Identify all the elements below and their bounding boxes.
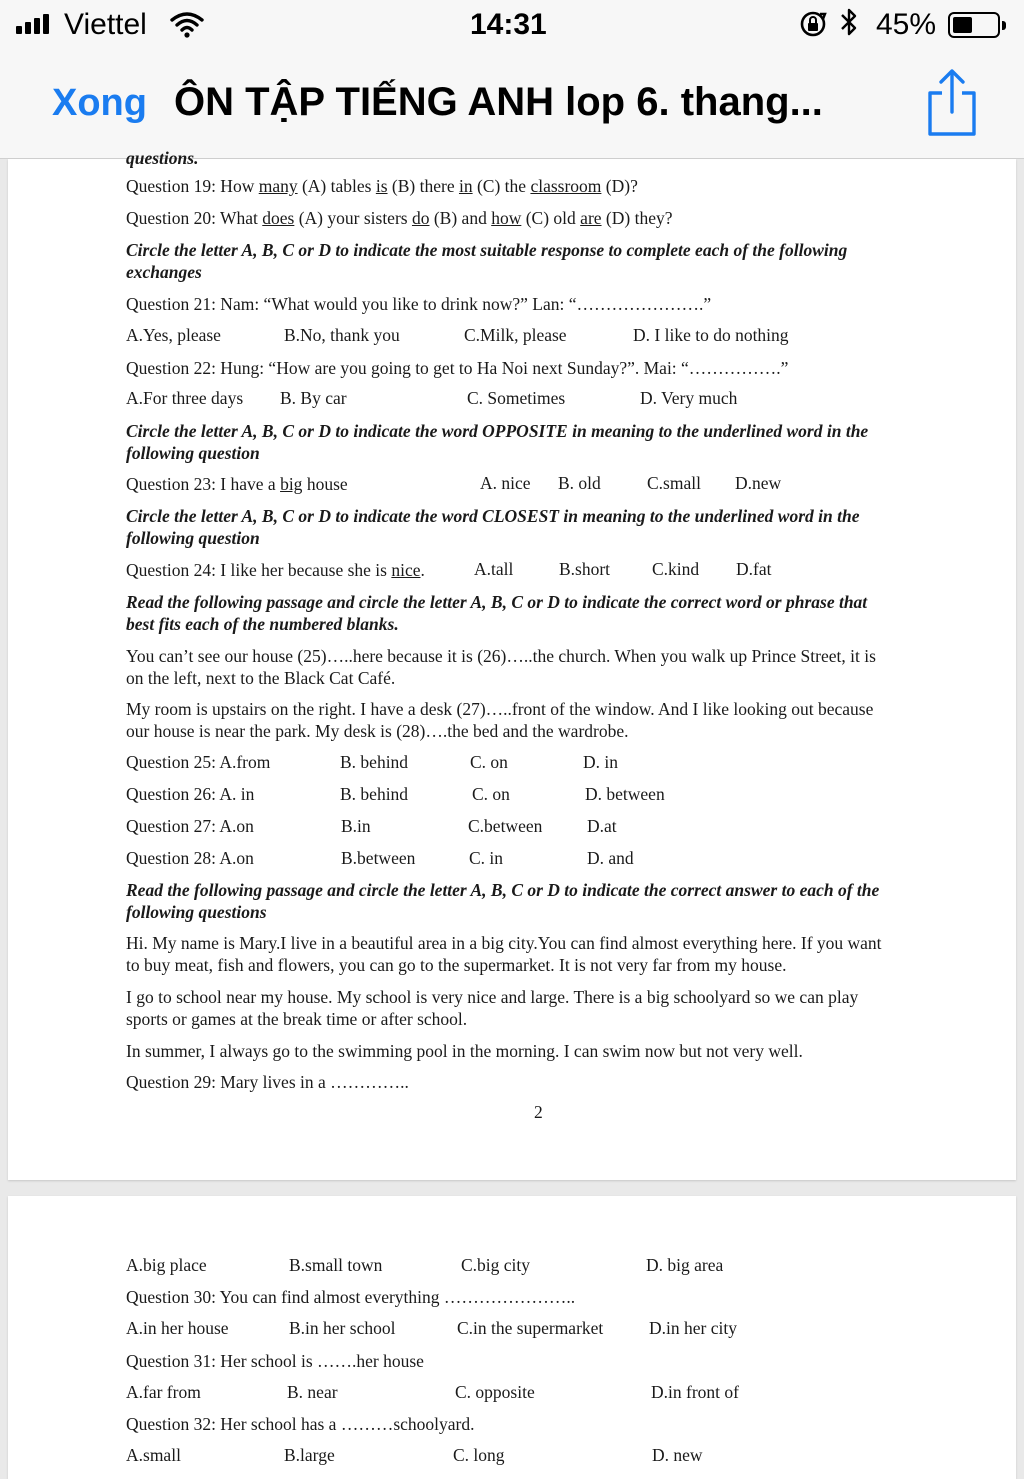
passage2-para2-line1: I go to school near my house. My school is very nice and large. There is a big schoolyard so we can play: [126, 987, 859, 1007]
battery-level-fill: [953, 17, 972, 33]
q21-option-c: C.Milk, please: [464, 325, 567, 345]
question-23: Question 23: I have a big house: [126, 474, 348, 494]
instruction-passage-blanks-line2: best fits each of the numbered blanks.: [126, 614, 399, 634]
q28-option-c: C. in: [469, 848, 504, 868]
q29-option-a: A.big place: [126, 1255, 207, 1275]
q29-option-d: D. big area: [646, 1255, 724, 1275]
question-22: Question 22: Hung: “How are you going to get to Ha Noi next Sunday?”. Mai: “…………….”: [126, 358, 789, 378]
q23-option-c: C.small: [647, 473, 701, 493]
question-26: Question 26: A. in: [126, 784, 255, 804]
instruction-reading-line2: following questions: [126, 902, 267, 922]
q25-option-d: D. in: [583, 752, 618, 772]
rotation-lock-icon: [798, 8, 828, 45]
q28-option-b: B.between: [341, 848, 416, 868]
q25-option-c: C. on: [470, 752, 508, 772]
q30-option-b: B.in her school: [289, 1318, 396, 1338]
question-19: Question 19: How many (A) tables is (B) there in (C) the classroom (D)?: [126, 176, 638, 196]
q31-option-c: C. opposite: [455, 1382, 535, 1402]
q32-option-a: A.small: [126, 1445, 181, 1465]
passage1-para1-line2: on the left, next to the Black Cat Café.: [126, 668, 396, 688]
instruction-response-line1: Circle the letter A, B, C or D to indicate the most suitable response to complete each of the following: [126, 240, 848, 260]
question-29: Question 29: Mary lives in a …………..: [126, 1072, 409, 1092]
question-21: Question 21: Nam: “What would you like to drink now?” Lan: “………………….”: [126, 294, 712, 314]
question-32: Question 32: Her school has a ………schoolyard.: [126, 1414, 475, 1434]
q26-option-b: B. behind: [340, 784, 409, 804]
question-30: Question 30: You can find almost everything …………………..: [126, 1287, 576, 1307]
q24-option-b: B.short: [559, 559, 611, 579]
instruction-response-line2: exchanges: [126, 262, 202, 282]
passage2-para3: In summer, I always go to the swimming pool in the morning. I can swim now but not very well.: [126, 1041, 803, 1061]
q22-option-d: D. Very much: [640, 388, 738, 408]
instruction-closest-line1: Circle the letter A, B, C or D to indicate the word CLOSEST in meaning to the underlined word in the: [126, 506, 860, 526]
question-24: Question 24: I like her because she is nice.: [126, 560, 425, 580]
q29-option-b: B.small town: [289, 1255, 383, 1275]
question-27: Question 27: A.on: [126, 816, 254, 836]
q21-option-a: A.Yes, please: [126, 325, 221, 345]
question-20: Question 20: What does (A) your sisters do (B) and how (C) old are (D) they?: [126, 208, 673, 228]
q22-option-b: B. By car: [280, 388, 347, 408]
instruction-opposite-line2: following question: [126, 443, 260, 463]
battery-icon: [948, 12, 1000, 38]
q30-option-d: D.in her city: [649, 1318, 737, 1338]
navigation-bar: [0, 52, 1024, 159]
carrier-name: Viettel: [64, 8, 147, 41]
question-31: Question 31: Her school is …….her house: [126, 1351, 424, 1371]
done-button[interactable]: Xong: [52, 82, 147, 124]
q21-option-b: B.No, thank you: [284, 325, 400, 345]
question-28: Question 28: A.on: [126, 848, 254, 868]
passage1-para2-line1: My room is upstairs on the right. I have a desk (27)…..front of the window. And I like looking out because: [126, 699, 874, 719]
instruction-opposite-line1: Circle the letter A, B, C or D to indicate the word OPPOSITE in meaning to the underlined word in the: [126, 421, 869, 441]
q32-option-d: D. new: [652, 1445, 703, 1465]
passage1-para2-line2: our house is near the park. My desk is (28)….the bed and the wardrobe.: [126, 721, 629, 741]
passage2-para1-line2: to buy meat, fish and flowers, you can go to the supermarket. It is not very far from my house.: [126, 955, 787, 975]
q30-option-a: A.in her house: [126, 1318, 229, 1338]
q23-option-b: B. old: [558, 473, 601, 493]
q22-option-a: A.For three days: [126, 388, 244, 408]
signal-strength-icon: [16, 14, 49, 34]
q24-option-c: C.kind: [652, 559, 700, 579]
q23-option-d: D.new: [735, 473, 782, 493]
instruction-passage-blanks-line1: Read the following passage and circle the letter A, B, C or D to indicate the correct word or phrase that: [126, 592, 868, 612]
battery-percent: 45%: [876, 8, 937, 41]
q26-option-d: D. between: [585, 784, 665, 804]
instruction-reading-line1: Read the following passage and circle the letter A, B, C or D to indicate the correct answer to each of the: [126, 880, 880, 900]
q32-option-b: B.large: [284, 1445, 335, 1465]
share-icon[interactable]: [924, 66, 980, 143]
q32-option-c: C. long: [453, 1445, 505, 1465]
q21-option-d: D. I like to do nothing: [633, 325, 789, 345]
q31-option-a: A.far from: [126, 1382, 201, 1402]
q31-option-b: B. near: [287, 1382, 338, 1402]
passage1-para1-line1: You can’t see our house (25)…..here because it is (26)…..the church. When you walk up Prince Street, it is: [126, 646, 876, 666]
document-title: ÔN TẬP TIẾNG ANH lop 6. thang...: [174, 80, 823, 124]
q24-option-d: D.fat: [736, 559, 772, 579]
q28-option-d: D. and: [587, 848, 634, 868]
q23-option-a: A. nice: [480, 473, 531, 493]
q25-option-b: B. behind: [340, 752, 409, 772]
wifi-icon: [170, 10, 204, 43]
q29-option-c: C.big city: [461, 1255, 531, 1275]
q27-option-c: C.between: [468, 816, 543, 836]
q30-option-c: C.in the supermarket: [457, 1318, 604, 1338]
q27-option-b: B.in: [341, 816, 371, 836]
q24-option-a: A.tall: [474, 559, 514, 579]
page-number: 2: [534, 1102, 543, 1122]
q22-option-c: C. Sometimes: [467, 388, 566, 408]
passage2-para1-line1: Hi. My name is Mary.I live in a beautiful area in a big city.You can find almost everything here. If you want: [126, 933, 882, 953]
clock: 14:31: [470, 8, 547, 41]
status-bar: [0, 0, 1024, 52]
document-page-1: [8, 148, 1016, 1180]
passage2-para2-line2: sports or games at the break time or after school.: [126, 1009, 468, 1029]
instruction-closest-line2: following question: [126, 528, 260, 548]
document-page-2: [8, 1196, 1016, 1479]
question-25: Question 25: A.from: [126, 752, 271, 772]
bluetooth-icon: [838, 6, 860, 45]
q27-option-d: D.at: [587, 816, 617, 836]
q31-option-d: D.in front of: [651, 1382, 739, 1402]
q26-option-c: C. on: [472, 784, 510, 804]
cut-off-text: questions.: [126, 148, 199, 168]
